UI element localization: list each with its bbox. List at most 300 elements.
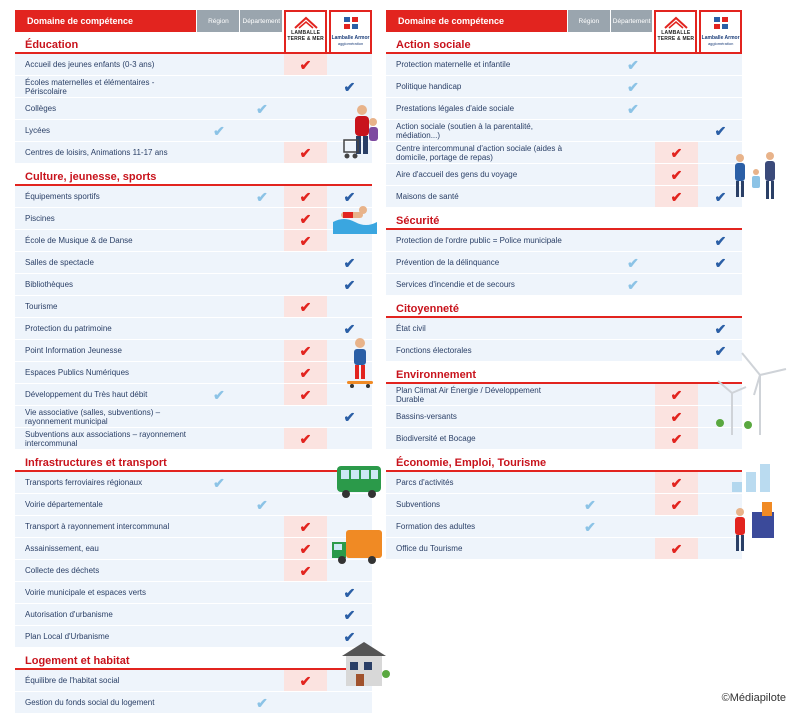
checkmark-icon: ✔ — [299, 562, 312, 579]
cell-lamballe-terre-mer — [655, 494, 698, 515]
checkmark-icon: ✔ — [714, 320, 727, 337]
cell-lamballe-terre-mer — [284, 582, 327, 603]
right-competence-table — [386, 10, 742, 560]
checkmark-icon: ✔ — [584, 518, 596, 535]
table-row — [15, 252, 372, 274]
table-row — [386, 252, 742, 274]
checkmark-icon: ✔ — [343, 628, 356, 645]
cell-region — [198, 340, 240, 361]
cell-departement — [612, 186, 654, 207]
cell-lamballe-terre-mer — [655, 252, 698, 273]
cell-departement — [241, 582, 283, 603]
row-label: Tourisme — [25, 302, 58, 311]
cell-lamballe-armor — [699, 230, 742, 251]
cell-region — [569, 186, 611, 207]
cell-lamballe-armor — [328, 54, 371, 75]
cell-departement — [612, 274, 654, 295]
header-departement: Département — [240, 10, 282, 32]
row-label: Voirie départementale — [25, 500, 103, 509]
section-header — [386, 296, 742, 318]
checkmark-icon: ✔ — [670, 188, 683, 205]
cell-departement — [241, 208, 283, 229]
checkmark-icon: ✔ — [670, 540, 683, 557]
cell-region — [198, 54, 240, 75]
swimmer-illustration — [333, 200, 377, 234]
header-domain: Domaine de compétence — [15, 10, 196, 32]
section-header — [15, 32, 372, 54]
cell-departement — [241, 472, 283, 493]
cell-departement — [241, 428, 283, 449]
cell-region — [198, 208, 240, 229]
row-label: Maisons de santé — [396, 192, 459, 201]
cell-departement — [612, 252, 654, 273]
checkmark-icon: ✔ — [670, 144, 683, 161]
cell-departement — [241, 538, 283, 559]
cell-lamballe-terre-mer — [284, 362, 327, 383]
logo2-sub: agglomération — [337, 41, 364, 46]
cell-region — [198, 560, 240, 581]
cell-departement — [612, 472, 654, 493]
table-row — [15, 318, 372, 340]
row-label: Action sociale (soutien à la parentalité, médiation...) — [396, 121, 533, 140]
checkmark-icon: ✔ — [299, 342, 312, 359]
checkmark-icon: ✔ — [299, 430, 312, 447]
cell-region — [198, 692, 240, 713]
checkmark-icon: ✔ — [343, 276, 356, 293]
row-label: Gestion du fonds social du logement — [25, 698, 155, 707]
logo1-name: LAMBALLE — [661, 30, 691, 36]
logo-mark-icon — [292, 16, 320, 30]
cell-lamballe-terre-mer — [284, 120, 327, 141]
cell-lamballe-terre-mer — [655, 274, 698, 295]
cell-lamballe-terre-mer — [655, 340, 698, 361]
table-row — [15, 142, 372, 164]
cell-lamballe-terre-mer — [284, 76, 327, 97]
section-header — [15, 164, 372, 186]
table-row — [386, 318, 742, 340]
checkmark-icon: ✔ — [299, 364, 312, 381]
checkmark-icon: ✔ — [343, 606, 356, 623]
table-row — [386, 428, 742, 450]
cell-region — [569, 252, 611, 273]
logo1-name: LAMBALLE — [291, 30, 321, 36]
cell-region — [198, 406, 240, 427]
cell-departement — [241, 252, 283, 273]
logo2-sub: agglomération — [707, 41, 734, 46]
table-row — [15, 626, 372, 648]
cell-lamballe-armor — [699, 76, 742, 97]
table-row — [386, 494, 742, 516]
cell-region — [569, 472, 611, 493]
cell-lamballe-armor — [328, 692, 371, 713]
cell-departement — [241, 76, 283, 97]
right-table-body — [386, 32, 742, 560]
cell-lamballe-terre-mer — [655, 318, 698, 339]
section-divider — [15, 184, 372, 186]
cell-region — [569, 428, 611, 449]
cell-region — [198, 494, 240, 515]
wind-turbines-illustration — [712, 342, 790, 441]
row-label: Autorisation d'urbanisme — [25, 610, 113, 619]
row-label: Transports ferroviaires régionaux — [25, 478, 143, 487]
cell-departement — [612, 516, 654, 537]
row-label: Services d'incendie et de secours — [396, 280, 515, 289]
cell-lamballe-terre-mer — [655, 186, 698, 207]
cell-departement — [612, 538, 654, 559]
cell-lamballe-terre-mer — [284, 274, 327, 295]
cell-lamballe-armor — [328, 604, 371, 625]
cell-region — [569, 76, 611, 97]
cell-departement — [241, 120, 283, 141]
row-label: Collèges — [25, 104, 57, 113]
cell-lamballe-terre-mer — [284, 538, 327, 559]
section-title: Action sociale — [396, 39, 471, 51]
cell-lamballe-terre-mer — [655, 98, 698, 119]
cell-lamballe-terre-mer — [284, 670, 327, 691]
checkmark-icon: ✔ — [670, 386, 683, 403]
cell-departement — [241, 98, 283, 119]
cell-region — [569, 516, 611, 537]
row-label: Écoles maternelles et élémentaires - Périscolaire — [25, 77, 155, 96]
checkmark-icon: ✔ — [343, 320, 356, 337]
checkmark-icon: ✔ — [670, 166, 683, 183]
row-label: Plan Local d'Urbanisme — [25, 632, 110, 641]
business-growth-illustration — [722, 462, 788, 554]
cell-departement — [241, 670, 283, 691]
table-row — [15, 670, 372, 692]
cell-region — [569, 494, 611, 515]
checkmark-icon: ✔ — [714, 188, 727, 205]
checkmark-icon: ✔ — [670, 408, 683, 425]
cell-region — [569, 98, 611, 119]
table-row — [15, 494, 372, 516]
checkmark-icon: ✔ — [627, 78, 639, 95]
armor-crest-icon — [343, 16, 359, 30]
checkmark-icon: ✔ — [256, 694, 268, 711]
cell-departement — [241, 142, 283, 163]
cell-departement — [241, 494, 283, 515]
section-title: Logement et habitat — [25, 655, 130, 667]
cell-lamballe-terre-mer — [655, 516, 698, 537]
row-label: Protection maternelle et infantile — [396, 60, 511, 69]
cell-lamballe-armor — [328, 582, 371, 603]
cell-departement — [612, 340, 654, 361]
row-label: Subventions — [396, 500, 441, 509]
cell-lamballe-terre-mer — [284, 384, 327, 405]
checkmark-icon: ✔ — [714, 254, 727, 271]
cell-departement — [241, 604, 283, 625]
cell-lamballe-terre-mer — [655, 406, 698, 427]
section-header — [386, 208, 742, 230]
row-label: Prestations légales d'aide sociale — [396, 104, 515, 113]
cell-region — [569, 142, 611, 163]
cell-lamballe-armor — [328, 428, 371, 449]
section-divider — [15, 52, 372, 54]
table-row — [15, 230, 372, 252]
cell-lamballe-terre-mer — [284, 626, 327, 647]
logo2-name: Lamballe Armor — [701, 35, 740, 41]
row-label: Collecte des déchets — [25, 566, 100, 575]
checkmark-icon: ✔ — [256, 496, 268, 513]
row-label: Lycées — [25, 126, 51, 135]
table-row — [15, 120, 372, 142]
bus-illustration — [335, 462, 383, 500]
cell-region — [198, 120, 240, 141]
cell-region — [198, 384, 240, 405]
checkmark-icon: ✔ — [299, 386, 312, 403]
cell-region — [198, 230, 240, 251]
checkmark-icon: ✔ — [627, 254, 639, 271]
cell-lamballe-armor — [699, 318, 742, 339]
table-row — [386, 98, 742, 120]
section-title: Économie, Emploi, Tourisme — [396, 457, 547, 469]
cell-departement — [241, 560, 283, 581]
cell-lamballe-terre-mer — [284, 494, 327, 515]
table-row — [386, 274, 742, 296]
cell-departement — [612, 494, 654, 515]
table-row — [15, 604, 372, 626]
checkmark-icon: ✔ — [299, 518, 312, 535]
header-region: Région — [197, 10, 239, 32]
cell-region — [569, 340, 611, 361]
cell-departement — [241, 626, 283, 647]
cell-lamballe-terre-mer — [655, 76, 698, 97]
checkmark-icon: ✔ — [256, 188, 268, 205]
row-label: État civil — [396, 324, 426, 333]
cell-departement — [612, 428, 654, 449]
row-label: Point Information Jeunesse — [25, 346, 122, 355]
copyright-credit: ©Médiapilote — [721, 692, 786, 704]
table-row — [386, 54, 742, 76]
cell-departement — [241, 692, 283, 713]
row-label: Vie associative (salles, subventions) – rayonnement municipal — [25, 407, 161, 426]
armor-crest-icon — [713, 16, 729, 30]
section-title: Éducation — [25, 39, 79, 51]
section-title: Sécurité — [396, 215, 440, 227]
checkmark-icon: ✔ — [670, 430, 683, 447]
checkmark-icon: ✔ — [299, 540, 312, 557]
checkmark-icon: ✔ — [670, 474, 683, 491]
row-label: Plan Climat Air Énergie / Développement Durable — [396, 385, 541, 404]
table-row — [15, 692, 372, 714]
cell-region — [569, 54, 611, 75]
table-row — [15, 186, 372, 208]
checkmark-icon: ✔ — [299, 188, 312, 205]
cell-region — [569, 164, 611, 185]
checkmark-icon: ✔ — [627, 56, 639, 73]
cell-lamballe-terre-mer — [284, 340, 327, 361]
cell-lamballe-armor — [328, 76, 371, 97]
cell-lamballe-armor — [328, 252, 371, 273]
garbage-truck-illustration — [330, 522, 386, 566]
cell-departement — [612, 120, 654, 141]
cell-region — [569, 120, 611, 141]
logo-mark-icon — [662, 16, 690, 30]
cell-lamballe-armor — [699, 54, 742, 75]
row-label: Bassins-versants — [396, 412, 457, 421]
table-row — [386, 340, 742, 362]
cell-region — [198, 318, 240, 339]
section-header — [15, 450, 372, 472]
header-domain: Domaine de compétence — [386, 10, 567, 32]
checkmark-icon: ✔ — [343, 584, 356, 601]
cell-departement — [241, 362, 283, 383]
logo2-name: Lamballe Armor — [331, 35, 370, 41]
row-label: Fonctions électorales — [396, 346, 472, 355]
checkmark-icon: ✔ — [213, 474, 225, 491]
cell-lamballe-terre-mer — [284, 604, 327, 625]
cell-lamballe-armor — [328, 296, 371, 317]
cell-region — [569, 318, 611, 339]
cell-departement — [241, 516, 283, 537]
checkmark-icon: ✔ — [343, 188, 356, 205]
cell-lamballe-terre-mer — [655, 164, 698, 185]
table-row — [15, 296, 372, 318]
cell-lamballe-terre-mer — [655, 230, 698, 251]
cell-region — [569, 406, 611, 427]
cell-region — [198, 538, 240, 559]
cell-departement — [241, 230, 283, 251]
row-label: Bibliothèques — [25, 280, 74, 289]
cell-region — [569, 230, 611, 251]
table-row — [386, 164, 742, 186]
cell-lamballe-armor — [699, 98, 742, 119]
checkmark-icon: ✔ — [714, 342, 727, 359]
cell-departement — [241, 296, 283, 317]
cell-departement — [612, 54, 654, 75]
row-label: Développement du Très haut débit — [25, 390, 148, 399]
family-shopping-illustration — [340, 100, 380, 162]
cell-region — [198, 274, 240, 295]
cell-lamballe-terre-mer — [284, 186, 327, 207]
row-label: Biodiversité et Bocage — [396, 434, 476, 443]
cell-departement — [241, 384, 283, 405]
table-row — [386, 230, 742, 252]
cell-region — [198, 186, 240, 207]
table-row — [15, 208, 372, 230]
cell-lamballe-terre-mer — [655, 538, 698, 559]
cell-departement — [612, 164, 654, 185]
cell-region — [198, 362, 240, 383]
cell-lamballe-terre-mer — [284, 560, 327, 581]
checkmark-icon: ✔ — [256, 100, 268, 117]
cell-lamballe-armor — [699, 274, 742, 295]
section-header — [386, 362, 742, 384]
row-label: Salles de spectacle — [25, 258, 94, 267]
section-title: Infrastructures et transport — [25, 457, 167, 469]
cell-departement — [241, 340, 283, 361]
row-label: Équipements sportifs — [25, 192, 100, 201]
header-departement: Département — [611, 10, 653, 32]
section-divider — [386, 470, 742, 472]
cell-region — [569, 274, 611, 295]
checkmark-icon: ✔ — [343, 254, 356, 271]
row-label: Protection du patrimoine — [25, 324, 112, 333]
section-divider — [15, 470, 372, 472]
cell-lamballe-terre-mer — [655, 54, 698, 75]
cell-departement — [612, 384, 654, 405]
cell-lamballe-terre-mer — [655, 120, 698, 141]
cell-departement — [241, 406, 283, 427]
section-title: Citoyenneté — [396, 303, 459, 315]
cell-lamballe-terre-mer — [284, 428, 327, 449]
cell-region — [198, 428, 240, 449]
row-label: Piscines — [25, 214, 55, 223]
row-label: Protection de l'ordre public = Police municipale — [396, 236, 562, 245]
table-row — [15, 428, 372, 450]
table-row — [15, 76, 372, 98]
cell-lamballe-armor — [699, 120, 742, 141]
checkmark-icon: ✔ — [714, 232, 727, 249]
row-label: Aire d'accueil des gens du voyage — [396, 170, 518, 179]
cell-lamballe-terre-mer — [284, 98, 327, 119]
checkmark-icon: ✔ — [299, 672, 312, 689]
section-divider — [386, 316, 742, 318]
cell-departement — [612, 98, 654, 119]
checkmark-icon: ✔ — [299, 210, 312, 227]
cell-lamballe-terre-mer — [284, 406, 327, 427]
cell-region — [198, 76, 240, 97]
logo1-sub: TERRE & MER — [287, 36, 324, 42]
table-row — [386, 186, 742, 208]
checkmark-icon: ✔ — [299, 232, 312, 249]
table-row — [386, 406, 742, 428]
checkmark-icon: ✔ — [299, 298, 312, 315]
row-label: Assainissement, eau — [25, 544, 99, 553]
checkmark-icon: ✔ — [299, 56, 312, 73]
row-label: Politique handicap — [396, 82, 462, 91]
cell-lamballe-terre-mer — [284, 516, 327, 537]
cell-lamballe-terre-mer — [284, 230, 327, 251]
cell-region — [198, 626, 240, 647]
row-label: Espaces Publics Numériques — [25, 368, 130, 377]
cell-lamballe-terre-mer — [284, 296, 327, 317]
cell-region — [198, 98, 240, 119]
row-label: Centres de loisirs, Animations 11-17 ans — [25, 148, 168, 157]
checkmark-icon: ✔ — [627, 100, 639, 117]
cell-region — [198, 472, 240, 493]
cell-region — [569, 538, 611, 559]
section-title: Environnement — [396, 369, 477, 381]
cell-departement — [612, 318, 654, 339]
checkmark-icon: ✔ — [343, 78, 356, 95]
left-competence-table — [15, 10, 372, 714]
table-row — [15, 384, 372, 406]
table-row — [386, 516, 742, 538]
cell-region — [198, 604, 240, 625]
cell-lamballe-armor — [699, 252, 742, 273]
cell-region — [198, 582, 240, 603]
row-label: Voirie municipale et espaces verts — [25, 588, 146, 597]
checkmark-icon: ✔ — [343, 408, 356, 425]
cell-lamballe-terre-mer — [655, 472, 698, 493]
row-label: Parcs d'activités — [396, 478, 454, 487]
section-header — [15, 648, 372, 670]
row-label: Accueil des jeunes enfants (0-3 ans) — [25, 60, 155, 69]
cell-lamballe-terre-mer — [284, 318, 327, 339]
row-label: École de Musique & de Danse — [25, 236, 133, 245]
section-header — [386, 32, 742, 54]
cell-region — [198, 670, 240, 691]
table-row — [15, 362, 372, 384]
table-row — [15, 98, 372, 120]
checkmark-icon: ✔ — [584, 496, 596, 513]
cell-lamballe-terre-mer — [284, 472, 327, 493]
table-row — [15, 406, 372, 428]
section-title: Culture, jeunesse, sports — [25, 171, 157, 183]
cell-region — [198, 142, 240, 163]
table-row — [15, 582, 372, 604]
